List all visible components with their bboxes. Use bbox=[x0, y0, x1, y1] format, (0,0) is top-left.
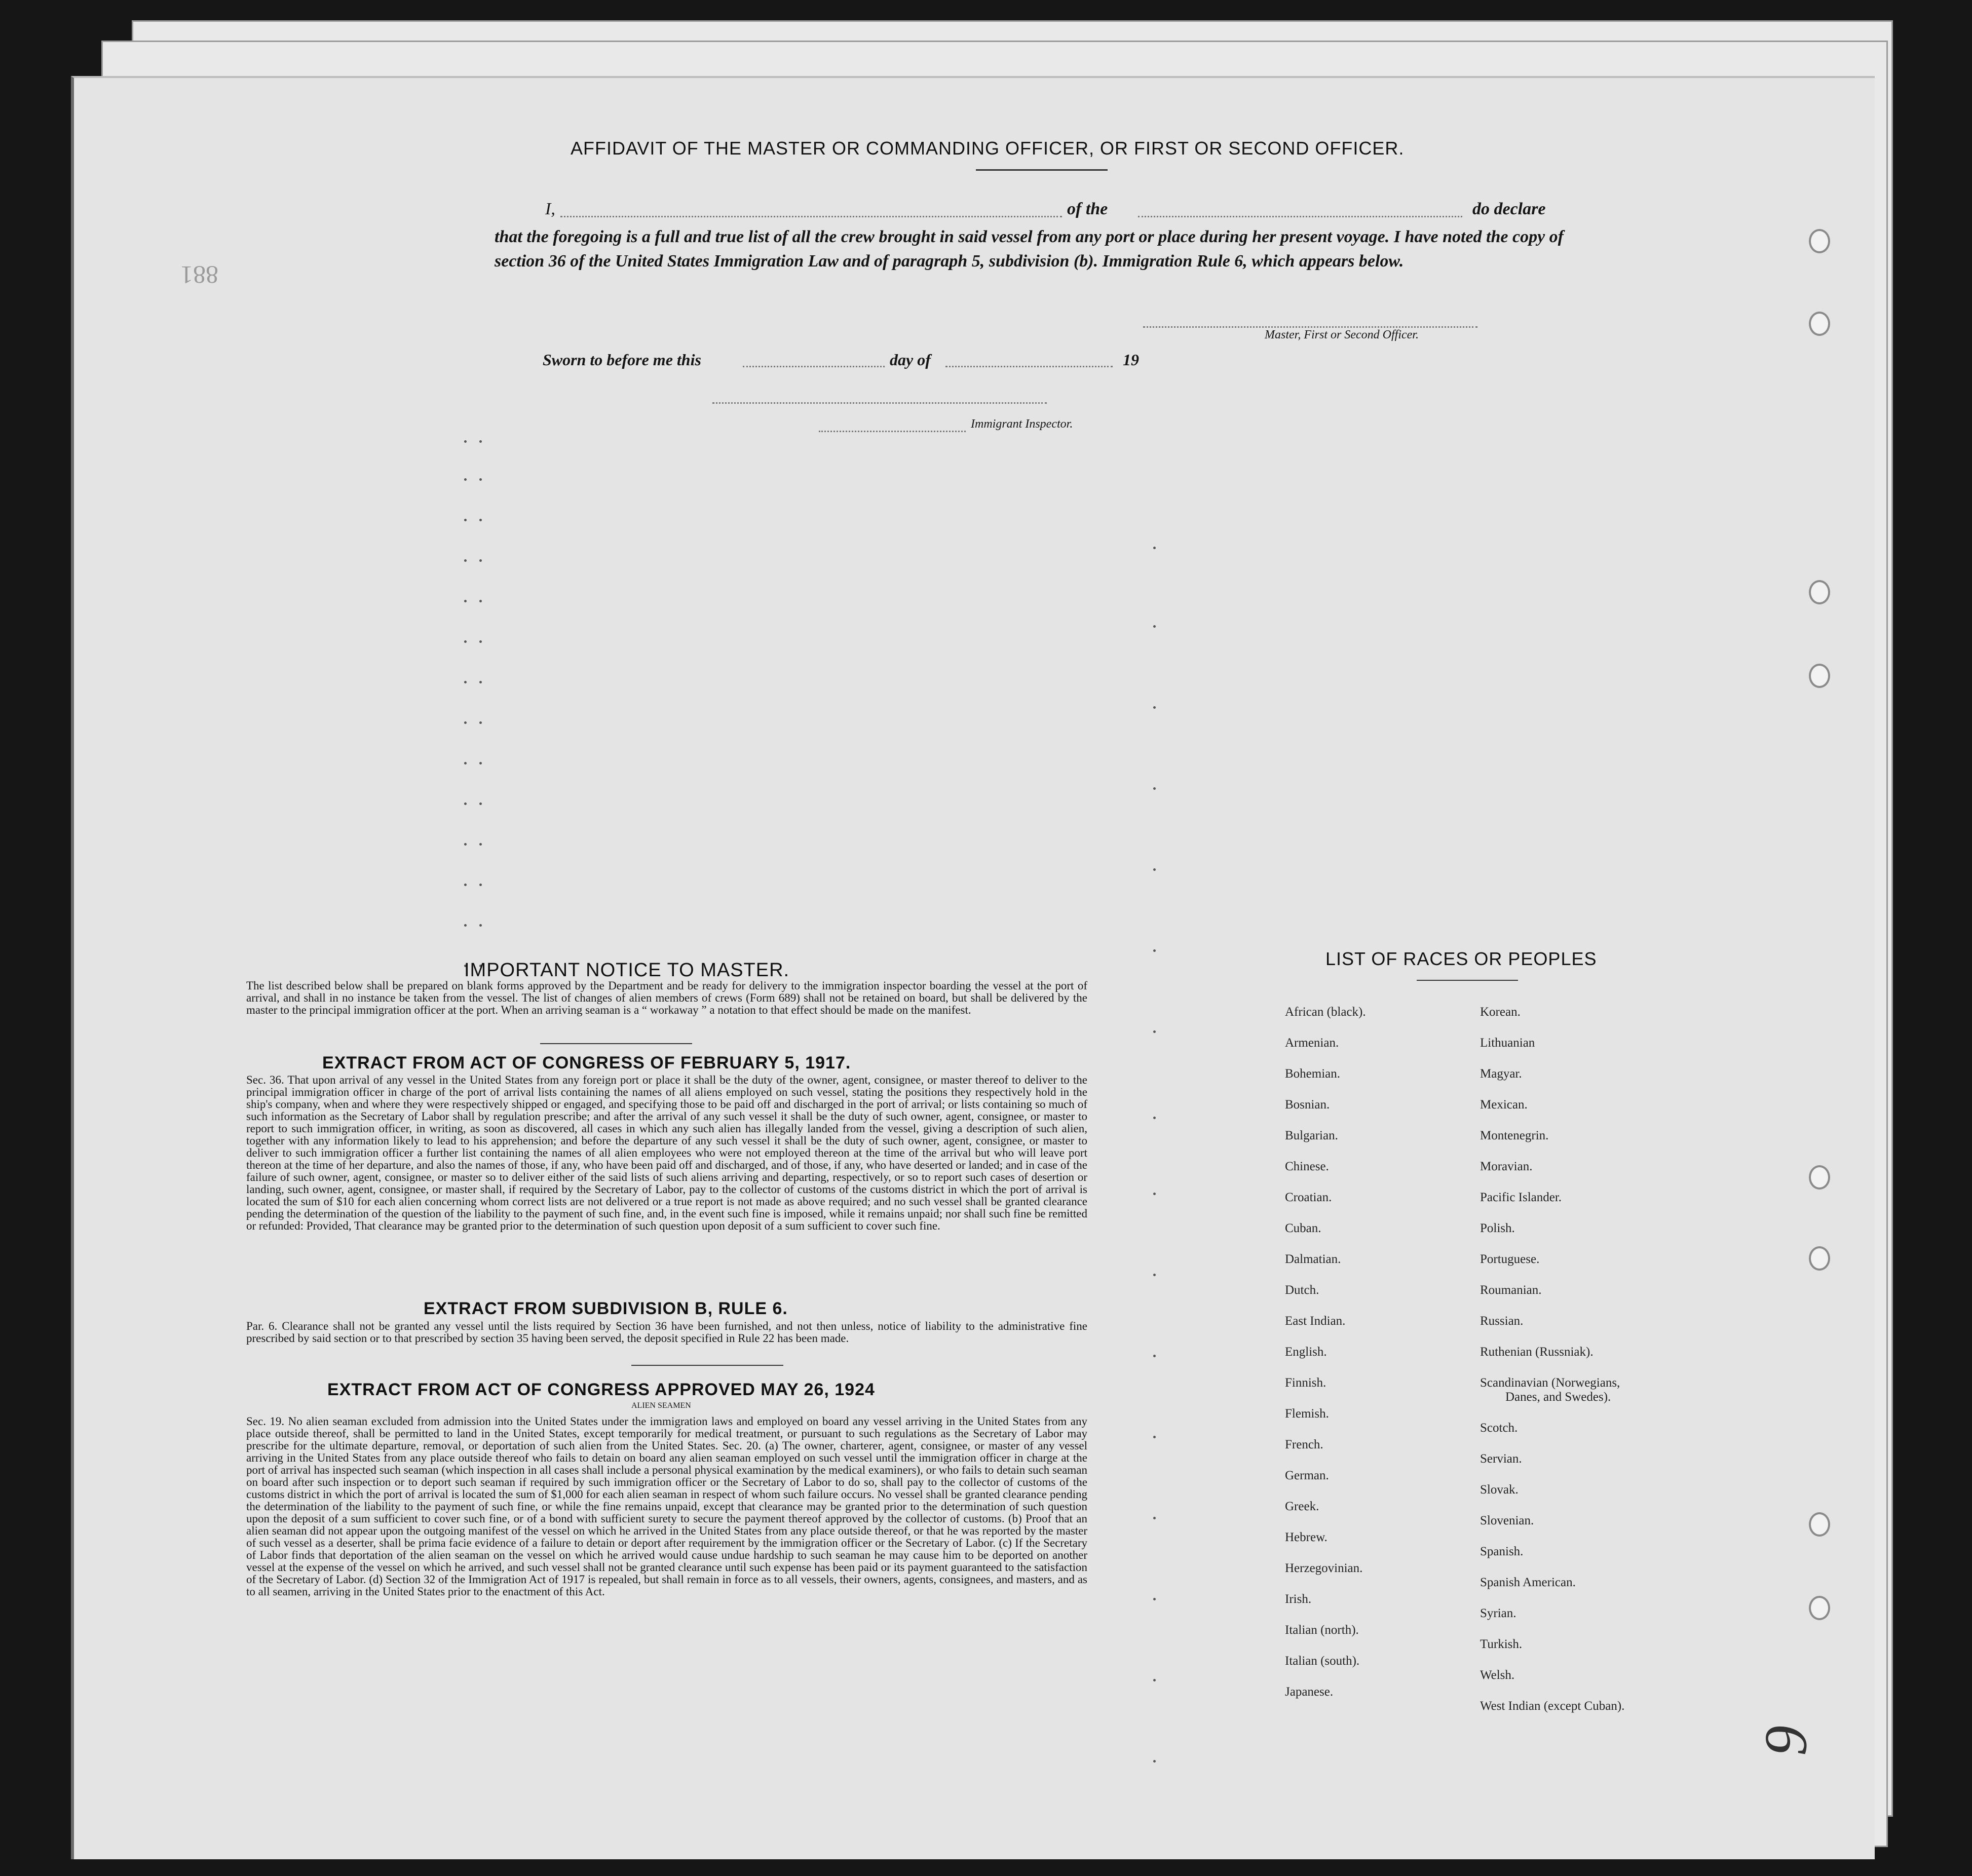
day-of-label: day of bbox=[890, 351, 931, 369]
race-item: Bosnian. bbox=[1285, 1098, 1330, 1112]
affidavit-title-rule bbox=[976, 169, 1108, 171]
race-item: Magyar. bbox=[1480, 1067, 1522, 1081]
race-item: African (black). bbox=[1285, 1005, 1366, 1019]
binder-hole-4 bbox=[1809, 664, 1830, 688]
inspector-signature-field[interactable] bbox=[712, 402, 1047, 404]
race-item: Welsh. bbox=[1480, 1668, 1515, 1682]
race-item: West Indian (except Cuban). bbox=[1480, 1699, 1625, 1713]
signer-label: Master, First or Second Officer. bbox=[1265, 328, 1419, 341]
race-item: Mexican. bbox=[1480, 1098, 1528, 1112]
binder-hole-1 bbox=[1809, 229, 1830, 253]
margin-mark: 881 bbox=[180, 261, 218, 289]
race-item: Scandinavian (Norwegians, bbox=[1480, 1376, 1620, 1390]
race-item: Ruthenian (Russniak). bbox=[1480, 1345, 1594, 1359]
race-item: Bulgarian. bbox=[1285, 1129, 1338, 1142]
race-item: East Indian. bbox=[1285, 1314, 1346, 1328]
extract-rule6-title: EXTRACT FROM SUBDIVISION B, RULE 6. bbox=[424, 1299, 788, 1318]
sworn-month-field[interactable] bbox=[945, 366, 1113, 367]
corner-mark: 6 bbox=[1753, 1724, 1821, 1754]
rule6-rule bbox=[631, 1365, 783, 1366]
inspector-name-field[interactable] bbox=[819, 431, 966, 432]
extract-1917-title: EXTRACT FROM ACT OF CONGRESS OF FEBRUARY 5, 1917. bbox=[322, 1053, 851, 1073]
extract-1917-body: Sec. 36. That upon arrival of any vessel in the United States from any foreign port or place it shall be the duty of the owner, agent, consignee, or master thereof to deliver to the principal immigration officer in charge of the port of arrival lists containing the names of all aliens employed on such vessel, stating the positions they respectively hold in the ship's company, when and where they were respectively shipped or engaged, and specifying those to be paid off and discharged in the port of arrival; or lists containing so much of such information as the Secretary of Labor shall by regulation prescribe; and after the arrival of any such vessel it shall be the duty of such owner, agent, consignee, or master to report to such immigration officer, in writing, as soon as discovered, all cases in which any such alien has illegally landed from the vessel, giving a description of such alien, together with any information likely to lead to his apprehension; and before the departure of any such vessel it shall be the duty of such owner, agent, consignee, or master to deliver to such immigration officer a further list containing the names of all alien employees who were not employed thereon at the time of the arrival but who will leave port thereon at the time of her departure, and also the names of those, if any, who have been paid off and discharged, and of those, if any, who have deserted or landed; and in case of the failure of such owner, agent, consignee, or master so to deliver either of the said lists of such aliens arriving and departing, respectively, or so to report such cases of desertion or landing, such owner, agent, consignee, or master shall, if required by the Secretary of Labor, pay to the collector of customs of the customs district in which the port of arrival is located the sum of $10 for each alien concerning whom correct lists are not delivered or a true report is not made as above required; and no such vessel shall be granted clearance pending the determination of the question of the liability to the payment of such fine, and, in the event such fine is imposed, while it remains unpaid; nor shall such fine be remitted or refunded: Provided, That clearance may be granted prior to the determination of such question upon deposit of a sum sufficient to cover such fine. bbox=[246, 1074, 1087, 1232]
signature-field[interactable] bbox=[1143, 326, 1477, 328]
binder-hole-5 bbox=[1809, 1165, 1830, 1190]
race-item: Moravian. bbox=[1480, 1160, 1533, 1173]
sworn-label: Sworn to before me this bbox=[543, 351, 701, 369]
year-prefix: 19 bbox=[1123, 351, 1139, 369]
race-item: Spanish. bbox=[1480, 1545, 1524, 1558]
race-item: Russian. bbox=[1480, 1314, 1524, 1328]
extract-1924-title: EXTRACT FROM ACT OF CONGRESS APPROVED MAY 26, 1924 bbox=[327, 1380, 875, 1399]
race-item: Syrian. bbox=[1480, 1606, 1516, 1620]
race-item: French. bbox=[1285, 1438, 1323, 1451]
notice-body: The list described below shall be prepared on blank forms approved by the Department and be ready for delivery to the immigration inspector boarding the vessel at the port of arrival, and shall in no instance be taken from the vessel. The list of changes of alien members of crews (Form 689) shall not be retained on board, but shall be delivered by the master to the principal immigration officer at the port. When an arriving seaman is a “ workaway ” a notation to that effect should be made on the manifest. bbox=[246, 979, 1087, 1016]
binder-hole-3 bbox=[1809, 580, 1830, 604]
race-item: German. bbox=[1285, 1469, 1329, 1482]
inspector-label: Immigrant Inspector. bbox=[971, 417, 1073, 431]
affidavit-title: AFFIDAVIT OF THE MASTER OR COMMANDING OFFICER, OR FIRST OR SECOND OFFICER. bbox=[571, 138, 1405, 159]
form-page bbox=[71, 76, 1875, 1859]
race-item: Croatian. bbox=[1285, 1191, 1332, 1204]
race-item: Japanese. bbox=[1285, 1685, 1334, 1699]
affidavit-of-the: of the bbox=[1067, 200, 1108, 218]
race-item: Montenegrin. bbox=[1480, 1129, 1549, 1142]
master-name-field[interactable] bbox=[560, 216, 1062, 217]
race-item: Flemish. bbox=[1285, 1407, 1329, 1421]
extract-1924-subtitle: ALIEN SEAMEN bbox=[631, 1401, 691, 1410]
race-item: Danes, and Swedes). bbox=[1505, 1390, 1611, 1404]
race-item: Scotch. bbox=[1480, 1421, 1518, 1435]
race-item: Herzegovinian. bbox=[1285, 1561, 1363, 1575]
race-item: Spanish American. bbox=[1480, 1576, 1576, 1589]
race-item: Italian (south). bbox=[1285, 1654, 1360, 1668]
extract-1924-body: Sec. 19. No alien seaman excluded from admission into the United States under the immigration laws and employed on board any vessel arriving in the United States from any place outside thereof, shall be permitted to land in the United States, except temporarily for medical treatment, or pursuant to such regulations as the Secretary of Labor may prescribe for the ultimate departure, removal, or deportation of such alien from the United States. Sec. 20. (a) The owner, charterer, agent, consignee, or master of any vessel arriving in the United States from any place outside thereof who fails to detain on board any alien seaman employed on such vessel until the immigration officer in charge at the port of arrival has inspected such seaman (which inspection in all cases shall include a personal physical examination by the medical examiners), or who fails to detain such seaman on board after such inspection or to deport such seaman if required by such immigration officer or the Secretary of Labor to do so, shall pay to the collector of customs of the customs district in which the port of arrival is located the sum of $1,000 for each alien seaman in respect of whom such failure occurs. No vessel shall be granted clearance pending the determination of the liability to the payment of such fine, or while the fine remains unpaid, except that clearance may be granted prior to the determination of such question upon the deposit of a sum sufficient to cover such fine, or of a bond with sufficient surety to secure the payment thereof approved by the collector of customs. (b) Proof that an alien seaman did not appear upon the outgoing manifest of the vessel on which he arrived in the United States from any place outside thereof, or that he was reported by the master of such vessel as a deserter, shall be prima facie evidence of a failure to detain or deport after requirement by the immigration officer or the Secretary of Labor. (c) If the Secretary of Labor finds that deportation of the alien seaman on the vessel on which he arrived would cause undue hardship to such seaman he may cause him to be deported on another vessel at the expense of the vessel on which he arrived, and such vessel shall not be granted clearance until such expense has been paid or its payment guaranteed to the satisfaction of the Secretary of Labor. (d) Section 32 of the Immigration Act of 1917 is repealed, but shall remain in force as to all vessels, their owners, agents, consignees, and masters, and as to all seamen, arriving in the United States prior to the enactment of this Act. bbox=[246, 1415, 1087, 1598]
affidavit-do-declare: do declare bbox=[1472, 200, 1546, 218]
race-item: Lithuanian bbox=[1480, 1036, 1535, 1050]
extract-rule6-body: Par. 6. Clearance shall not be granted any vessel until the lists required by Section 36 have been furnished, and not then unless, notice of liability to the administrative fine prescribed by said section or to that prescribed by section 35 having been served, the deposit specified in Rule 22 has been made. bbox=[246, 1320, 1087, 1345]
affidavit-body: that the foregoing is a full and true list of all the crew brought in said vessel from any port or place during her present voyage. I have noted the copy of section 36 of the United States Immigration Law and of paragraph 5, subdivision (b). Immigration Rule 6, which appears below. bbox=[495, 227, 1564, 271]
race-item: English. bbox=[1285, 1345, 1327, 1359]
race-item: Polish. bbox=[1480, 1221, 1515, 1235]
binder-hole-2 bbox=[1809, 312, 1830, 336]
race-item: Korean. bbox=[1480, 1005, 1521, 1019]
race-item: Finnish. bbox=[1285, 1376, 1326, 1390]
race-item: Dutch. bbox=[1285, 1283, 1319, 1297]
race-item: Chinese. bbox=[1285, 1160, 1329, 1173]
race-item: Portuguese. bbox=[1480, 1252, 1540, 1266]
race-item: Greek. bbox=[1285, 1500, 1319, 1513]
race-item: Italian (north). bbox=[1285, 1623, 1359, 1637]
race-item: Armenian. bbox=[1285, 1036, 1339, 1050]
affidavit-i: I, bbox=[545, 200, 555, 218]
vessel-name-field[interactable] bbox=[1138, 216, 1462, 217]
race-item: Hebrew. bbox=[1285, 1530, 1328, 1544]
sworn-day-field[interactable] bbox=[743, 366, 885, 367]
race-item: Cuban. bbox=[1285, 1221, 1321, 1235]
binder-hole-7 bbox=[1809, 1512, 1830, 1537]
notice-rule bbox=[540, 1043, 692, 1044]
race-item: Turkish. bbox=[1480, 1637, 1523, 1651]
race-item: Slovak. bbox=[1480, 1483, 1519, 1497]
binder-hole-6 bbox=[1809, 1246, 1830, 1271]
race-item: Slovenian. bbox=[1480, 1514, 1534, 1527]
race-item: Dalmatian. bbox=[1285, 1252, 1341, 1266]
race-item: Bohemian. bbox=[1285, 1067, 1341, 1081]
race-item: Roumanian. bbox=[1480, 1283, 1542, 1297]
races-title: LIST OF RACES OR PEOPLES bbox=[1325, 948, 1597, 969]
race-item: Pacific Islander. bbox=[1480, 1191, 1562, 1204]
race-item: Servian. bbox=[1480, 1452, 1522, 1466]
races-title-rule bbox=[1417, 980, 1518, 981]
binder-hole-8 bbox=[1809, 1596, 1830, 1620]
notice-title: IMPORTANT NOTICE TO MASTER. bbox=[464, 960, 790, 981]
race-item: Irish. bbox=[1285, 1592, 1312, 1606]
